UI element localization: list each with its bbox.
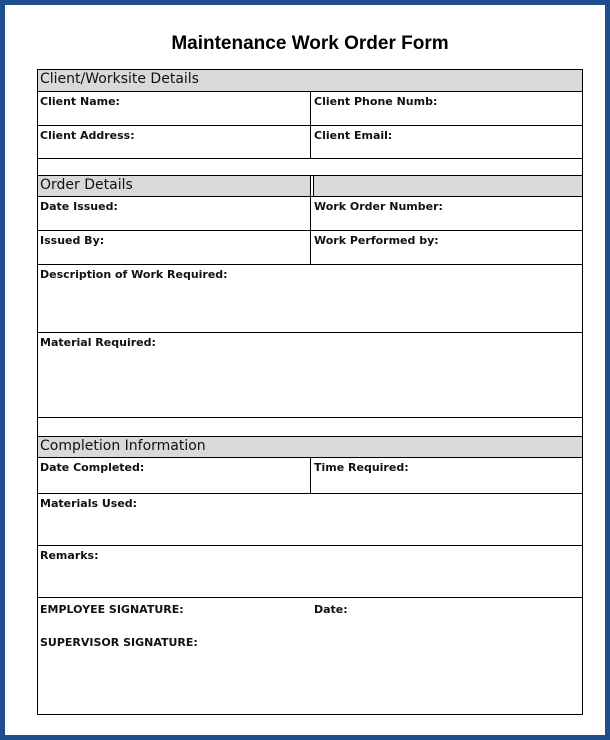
date-issued-field[interactable]: Date Issued: bbox=[40, 200, 118, 213]
column-divider bbox=[310, 126, 311, 158]
client-name-row bbox=[38, 92, 582, 126]
date-completed-row bbox=[38, 458, 582, 494]
column-divider bbox=[310, 231, 311, 264]
column-divider bbox=[310, 92, 311, 125]
section-title-client: Client/Worksite Details bbox=[40, 71, 199, 87]
materials-used-row bbox=[38, 494, 582, 546]
description-field[interactable]: Description of Work Required: bbox=[40, 268, 228, 281]
time-required-field[interactable]: Time Required: bbox=[314, 461, 409, 474]
description-row bbox=[38, 265, 582, 333]
section-title-completion: Completion Information bbox=[40, 438, 206, 454]
column-divider bbox=[310, 197, 311, 230]
date-issued-row bbox=[38, 197, 582, 231]
date-completed-field[interactable]: Date Completed: bbox=[40, 461, 145, 474]
header-divider bbox=[310, 176, 314, 196]
client-address-row bbox=[38, 126, 582, 159]
section-header-completion bbox=[38, 436, 582, 458]
signature-row bbox=[38, 598, 582, 714]
issued-by-field[interactable]: Issued By: bbox=[40, 234, 105, 247]
client-email-field[interactable]: Client Email: bbox=[314, 129, 393, 142]
form-title: Maintenance Work Order Form bbox=[171, 33, 449, 54]
spacer-row bbox=[38, 418, 582, 436]
work-order-form bbox=[37, 69, 583, 715]
signature-date-field[interactable]: Date: bbox=[314, 603, 348, 616]
work-performed-by-field[interactable]: Work Performed by: bbox=[314, 234, 439, 247]
employee-signature-field[interactable]: EMPLOYEE SIGNATURE: bbox=[40, 603, 184, 616]
section-header-order bbox=[38, 175, 582, 197]
column-divider bbox=[310, 458, 311, 493]
client-phone-field[interactable]: Client Phone Numb: bbox=[314, 95, 438, 108]
issued-by-row bbox=[38, 231, 582, 265]
section-title-order: Order Details bbox=[40, 177, 133, 193]
client-name-field[interactable]: Client Name: bbox=[40, 95, 120, 108]
section-header-client bbox=[38, 70, 582, 92]
material-required-field[interactable]: Material Required: bbox=[40, 336, 156, 349]
supervisor-signature-field[interactable]: SUPERVISOR SIGNATURE: bbox=[40, 636, 198, 649]
spacer-row bbox=[38, 159, 582, 175]
client-address-field[interactable]: Client Address: bbox=[40, 129, 135, 142]
material-required-row bbox=[38, 333, 582, 418]
remarks-field[interactable]: Remarks: bbox=[40, 549, 99, 562]
materials-used-field[interactable]: Materials Used: bbox=[40, 497, 138, 510]
remarks-row bbox=[38, 546, 582, 598]
work-order-number-field[interactable]: Work Order Number: bbox=[314, 200, 443, 213]
